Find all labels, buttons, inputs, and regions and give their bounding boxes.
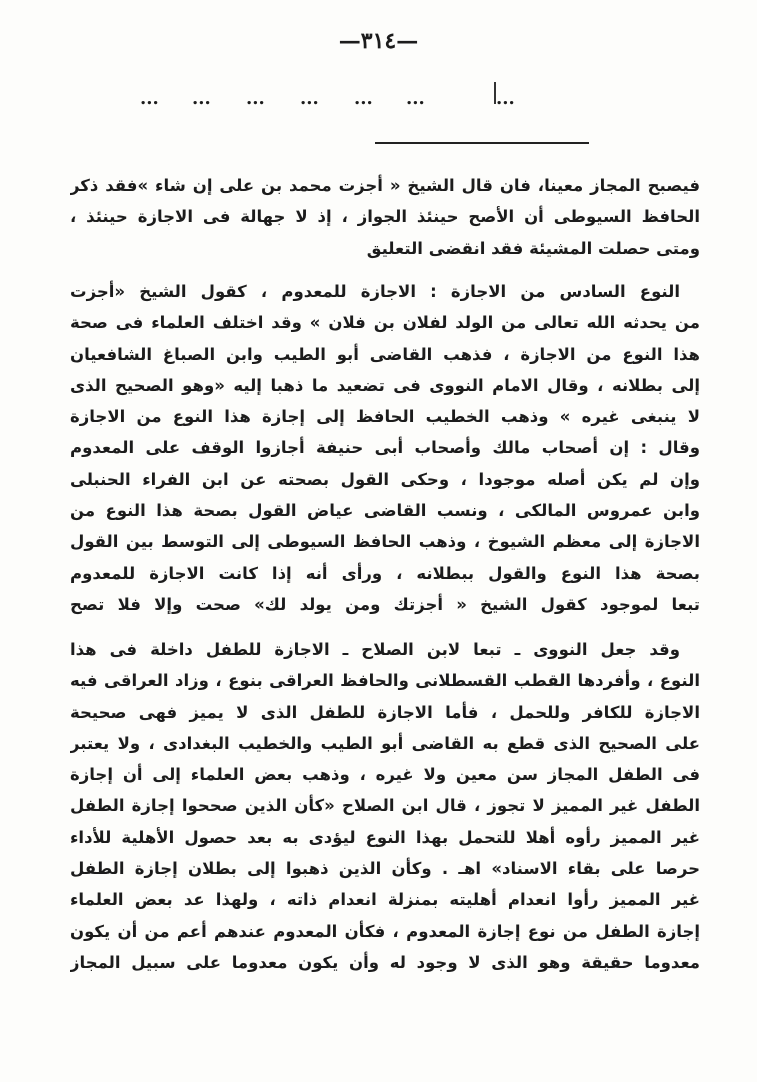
ellipsis: ... bbox=[192, 88, 211, 109]
text-line: إجازة الطفل من نوع إجازة المعدوم ، فكأن المعدوم عندهم أعم من أن يكون bbox=[70, 921, 700, 941]
text-line: وابن عمروس المالكى ، ونسب القاضى عياض القول بصحة هذا النوع من bbox=[70, 501, 700, 521]
text-line: تبعا لموجود كقول الشيخ « أجزتك ومن يولد لك» صحت وإلا فلا تصح bbox=[70, 594, 700, 614]
text-line: حرصا على بقاء الاسناد» اهـ . وكأن الذين ذهبوا إلى بطلان إجازة الطفل bbox=[70, 859, 700, 879]
text-line: وإن لم يكن أصله موجودا ، وحكى القول بصحته عن ابن الفراء الحنبلى bbox=[70, 469, 700, 489]
text-line: هذا النوع من الاجازة ، فذهب القاضى أبو الطيب وابن الصباغ الشافعيان bbox=[70, 344, 700, 364]
text-line: بصحة هذا النوع والقول ببطلانه ، ورأى أنه إذا كانت الاجازة للمعدوم bbox=[70, 563, 700, 583]
ellipsis: ... bbox=[246, 88, 265, 109]
text-line: فى الطفل المجاز سن معين ولا غيره ، وذهب بعض العلماء إلى أن إجازة bbox=[70, 765, 700, 785]
text-line: إلى بطلانه ، وقال الامام النووى فى تضعيد ما ذهبا إليه «وهو الصحيح الذى bbox=[70, 375, 700, 395]
text-line: وقال : إن أصحاب مالك وأصحاب أبى حنيفة أجازوا الوقف على المعدوم bbox=[70, 438, 700, 458]
text-line: الاجازة للكافر وللحمل ، فأما الاجازة للطفل الذى لا يميز فهى صحيحة bbox=[70, 702, 700, 722]
ellipsis: ... bbox=[406, 88, 425, 109]
ellipsis: ... bbox=[300, 88, 319, 109]
text-line: النوع السادس من الاجازة : الاجازة للمعدوم ، كقول الشيخ «أجزت bbox=[70, 282, 680, 301]
margin-mark bbox=[494, 82, 496, 104]
ellipsis-row bbox=[140, 88, 540, 110]
text-line: الاجازة إلى معظم الشيوخ ، وذهب الحافظ السيوطى إلى التوسط بين القول bbox=[70, 532, 700, 552]
paragraph-1 bbox=[70, 170, 700, 264]
text-line: الحافظ السيوطى أن الأصح حينئذ الجواز ، إذ لا جهالة فى الاجازة حينئذ ، bbox=[70, 207, 700, 227]
text-line: غير المميز رأوه أهلا للتحمل بهذا النوع ليؤدى به بعد حصول الأهلية للأداء bbox=[70, 827, 700, 847]
text-line: ومتى حصلت المشيئة فقد انقضى التعليق bbox=[366, 238, 700, 258]
text-line: الطفل غير المميز لا تجوز ، قال ابن الصلاح «كأن الذين صححوا إجازة الطفل bbox=[70, 796, 700, 816]
text-line: فيصبح المجاز معينا، فان قال الشيخ « أجزت محمد بن على إن شاء »فقد ذكر bbox=[70, 176, 700, 195]
separator-rule bbox=[375, 142, 589, 144]
page-number: —٣١٤— bbox=[338, 28, 419, 54]
ellipsis: ... bbox=[496, 88, 515, 109]
text-line: معدوما حقيقة وهو الذى لا وجود له وأن يكون معدوما على سبيل المجاز bbox=[70, 952, 700, 972]
paragraph-3 bbox=[70, 634, 700, 978]
text-line: النوع ، وأفردها القطب القسطلانى والحافظ العراقى بنوع ، وزاد العراقى فيه bbox=[70, 671, 700, 691]
paragraph-2 bbox=[70, 276, 700, 620]
ellipsis: ... bbox=[140, 88, 159, 109]
ellipsis: ... bbox=[354, 88, 373, 109]
text-line: غير المميز رأوا انعدام أهليته بمنزلة انعدام ذاته ، ولهذا عد بعض العلماء bbox=[70, 890, 700, 910]
text-line: من يحدثه الله تعالى من الولد لفلان بن فلان » وقد اختلف العلماء فى صحة bbox=[70, 313, 700, 333]
text-line: وقد جعل النووى ـ تبعا لابن الصلاح ـ الاجازة للطفل داخلة فى هذا bbox=[70, 640, 680, 659]
text-line: لا ينبغى غيره » وذهب الخطيب الحافظ إلى إجازة هذا النوع من الاجازة bbox=[70, 407, 700, 427]
text-line: على الصحيح الذى قطع به القاضى أبو الطيب والخطيب البغدادى ، ولا يعتبر bbox=[70, 733, 700, 753]
